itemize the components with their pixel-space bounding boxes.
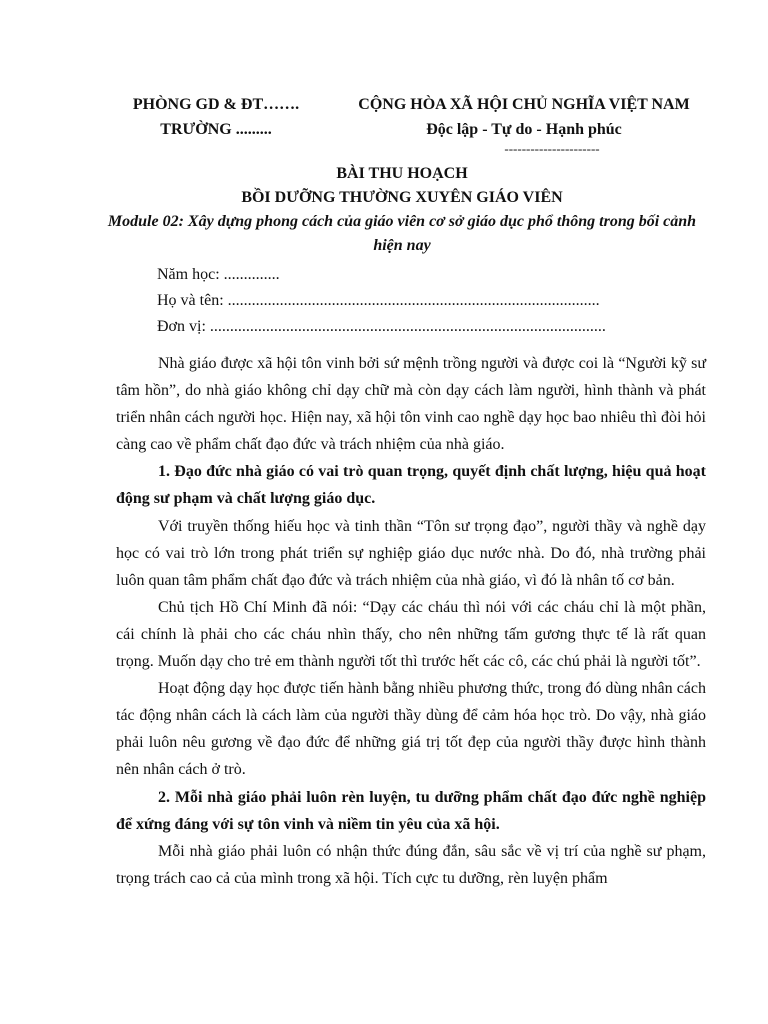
header-separator: ---------------------- <box>504 141 600 156</box>
section-heading: 2. Mỗi nhà giáo phải luôn rèn luyện, tu dưỡng phẩm chất đạo đức nghề nghiệp để xứng đáng với sự tôn vinh và niềm tin yêu của xã hội. <box>116 788 706 833</box>
document-title: BÀI THU HOẠCH <box>336 165 468 182</box>
national-header <box>332 92 716 156</box>
national-title: CỘNG HÒA XÃ HỘI CHỦ NGHĨA VIỆT NAM <box>358 96 690 113</box>
school-name: TRƯỜNG ......... <box>160 121 272 138</box>
department-name: PHÒNG GD & ĐT……. <box>132 96 300 113</box>
info-fields <box>157 262 677 340</box>
paragraph: Với truyền thống hiếu học và tinh thần “Tôn sư trọng đạo”, người thầy và nghề dạy học có vai trò lớn trong phát triển sự nghiệp giáo dục nước nhà. Do đó, nhà trường phải luôn quan tâm phẩm chất đạo đức và trách nhiệm của nhà giáo, vì đó là nhân tố cơ bản. <box>116 517 706 589</box>
national-motto: Độc lập - Tự do - Hạnh phúc <box>426 121 622 138</box>
document-subtitle: BỒI DƯỠNG THƯỜNG XUYÊN GIÁO VIÊN <box>241 189 563 206</box>
full-name-field: Họ và tên: ............................................................................................. <box>157 292 600 309</box>
section-heading: 1. Đạo đức nhà giáo có vai trò quan trọng, quyết định chất lượng, hiệu quả hoạt động sư phạm và chất lượng giáo dục. <box>116 463 706 508</box>
document-title-block <box>96 162 708 258</box>
paragraph: Chủ tịch Hồ Chí Minh đã nói: “Dạy các cháu thì nói với các cháu chỉ là một phần, cái chính là phải cho các cháu nhìn thấy, cho nên những tấm gương thực tế là rất quan trọng. Muốn dạy cho trẻ em thành người tốt thì trước hết các cô, các chú phải là người tốt”. <box>116 598 706 671</box>
school-year-field: Năm học: .............. <box>157 266 280 283</box>
department-header <box>96 92 336 142</box>
module-title: Module 02: Xây dựng phong cách của giáo viên cơ sở giáo dục phổ thông trong bối cảnh hiện nay <box>107 213 697 254</box>
paragraph: Hoạt động dạy học được tiến hành bằng nhiều phương thức, trong đó dùng nhân cách tác động nhân cách là cách làm của người thầy dùng để cảm hóa học trò. Do vậy, nhà giáo phải luôn nêu gương về đạo đức để những giá trị tốt đẹp của người thầy được hình thành nên nhân cách ở trò. <box>116 680 706 779</box>
paragraph: Mỗi nhà giáo phải luôn có nhận thức đúng đắn, sâu sắc về vị trí của nghề sư phạm, trọng trách cao cả của mình trong xã hội. Tích cực tu dưỡng, rèn luyện phẩm <box>116 842 706 887</box>
paragraph: Nhà giáo được xã hội tôn vinh bởi sứ mệnh trồng người và được coi là “Người kỹ sư tâm hồn”, do nhà giáo không chỉ dạy chữ mà còn dạy cách làm người, hình thành và phát triển nhân cách người học. Hiện nay, xã hội tôn vinh cao nghề dạy học bao nhiêu thì đòi hỏi càng cao về phẩm chất đạo đức và trách nhiệm của nhà giáo. <box>116 355 706 454</box>
unit-field: Đơn vị: ................................................................................................... <box>157 318 606 335</box>
document-body <box>116 350 706 892</box>
